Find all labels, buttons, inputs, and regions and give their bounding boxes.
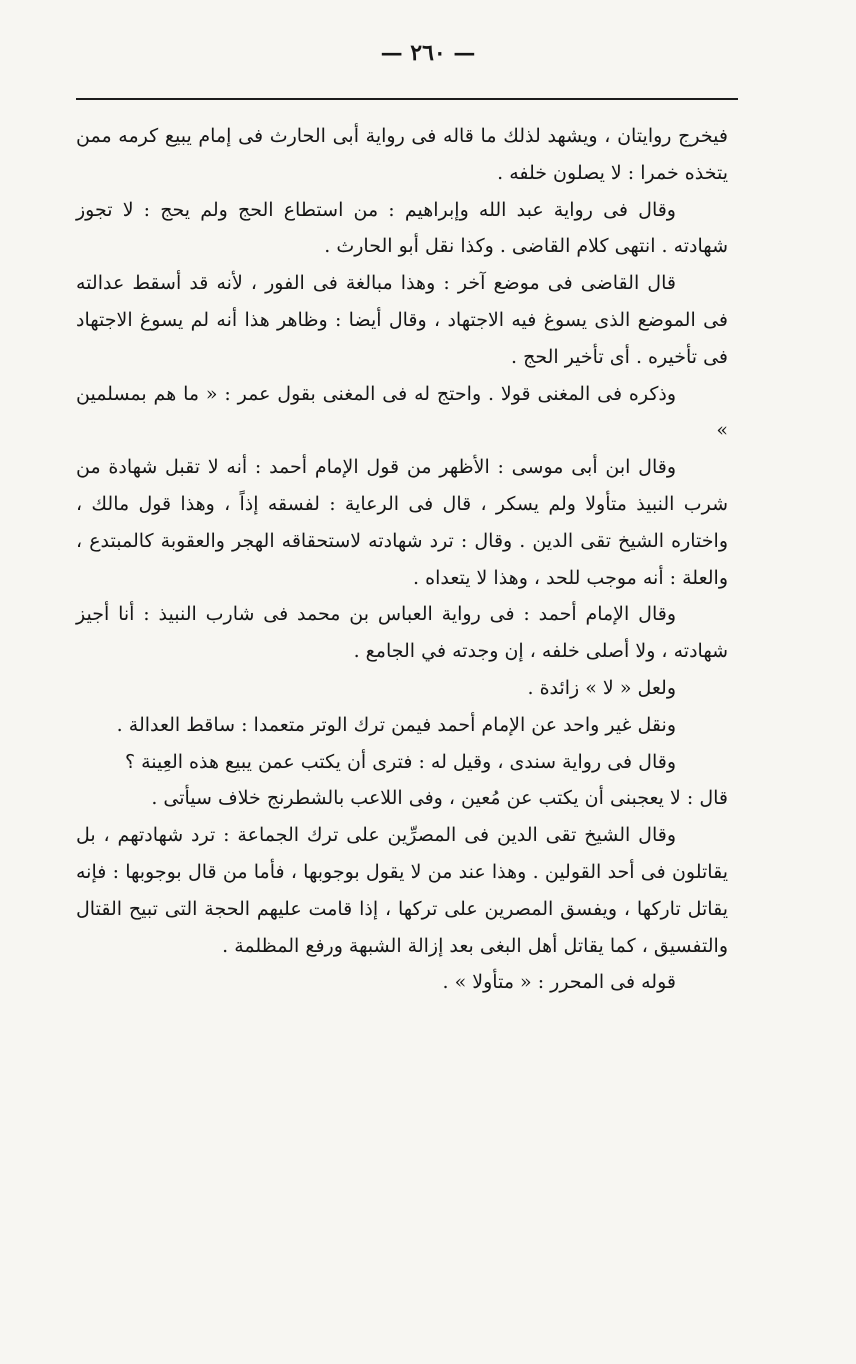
header-rule: [76, 98, 738, 100]
paragraph: وذكره فى المغنى قولا . واحتج له فى المغنى بقول عمر : « ما هم بمسلمين »: [76, 382, 728, 442]
paragraph: وقال فى رواية سندى ، وقيل له : فترى أن يكتب عمن يبيع هذه العِينة ؟: [125, 750, 676, 773]
paragraph: قال القاضى فى موضع آخر : وهذا مبالغة فى الفور ، لأنه قد أسقط عدالته فى الموضع الذى يسوغ فيه الاجتهاد ، وقال أيضا : وظاهر هذا أنه لم يسوغ الاجتهاد فى تأخيره . أى تأخير الحج .: [76, 272, 728, 368]
paragraph: فيخرج روايتان ، ويشهد لذلك ما قاله فى رواية أبى الحارث فى إمام يبيع كرمه ممن يتخذه خمرا : لا يصلون خلفه .: [76, 125, 728, 184]
paragraph: قال : لا يعجبنى أن يكتب عن مُعين ، وفى اللاعب بالشطرنج خلاف سيأتى .: [151, 787, 728, 810]
page-number: — ٢٦٠ —: [380, 40, 476, 66]
paragraph: وقال ابن أبى موسى : الأظهر من قول الإمام أحمد : أنه لا تقبل شهادة من شرب النبيذ متأولا ولم يسكر ، قال فى الرعاية : لفسقه إذاً ، وهذا قول مالك ، واختاره الشيخ تقى الدين . وقال : ترد شهادته لاستحقاقه الهجر والعقوبة كالمبتدع ، والعلة : أنه موجب للحد ، وهذا لا يتعداه .: [76, 456, 728, 589]
paragraph: ولعل « لا » زائدة .: [527, 676, 676, 699]
paragraph: وقال فى رواية عبد الله وإبراهيم : من استطاع الحج ولم يحج : لا تجوز شهادته . انتهى كلام القاضى . وكذا نقل أبو الحارث .: [76, 198, 728, 258]
paragraph: وقال الإمام أحمد : فى رواية العباس بن محمد فى شارب النبيذ : أنا أجيز شهادته ، ولا أصلى خلفه ، إن وجدته في الجامع .: [76, 603, 728, 663]
body-text: [76, 118, 728, 1001]
paragraph: ونقل غير واحد عن الإمام أحمد فيمن ترك الوتر متعمدا : ساقط العدالة .: [116, 713, 676, 736]
paragraph: وقال الشيخ تقى الدين فى المصرِّين على ترك الجماعة : ترد شهادتهم ، بل يقاتلون فى أحد القولين . وهذا عند من لا يقول بوجوبها ، فأما من قال بوجوبها : فإنه يقاتل تاركها ، ويفسق المصرين على تركها ، إذا قامت عليهم الحجة التى تبيح القتال والتفسيق ، كما يقاتل أهل البغى بعد إزالة الشبهة ورفع المظلمة .: [76, 824, 728, 957]
paragraph: قوله فى المحرر : « متأولا » .: [442, 971, 676, 994]
